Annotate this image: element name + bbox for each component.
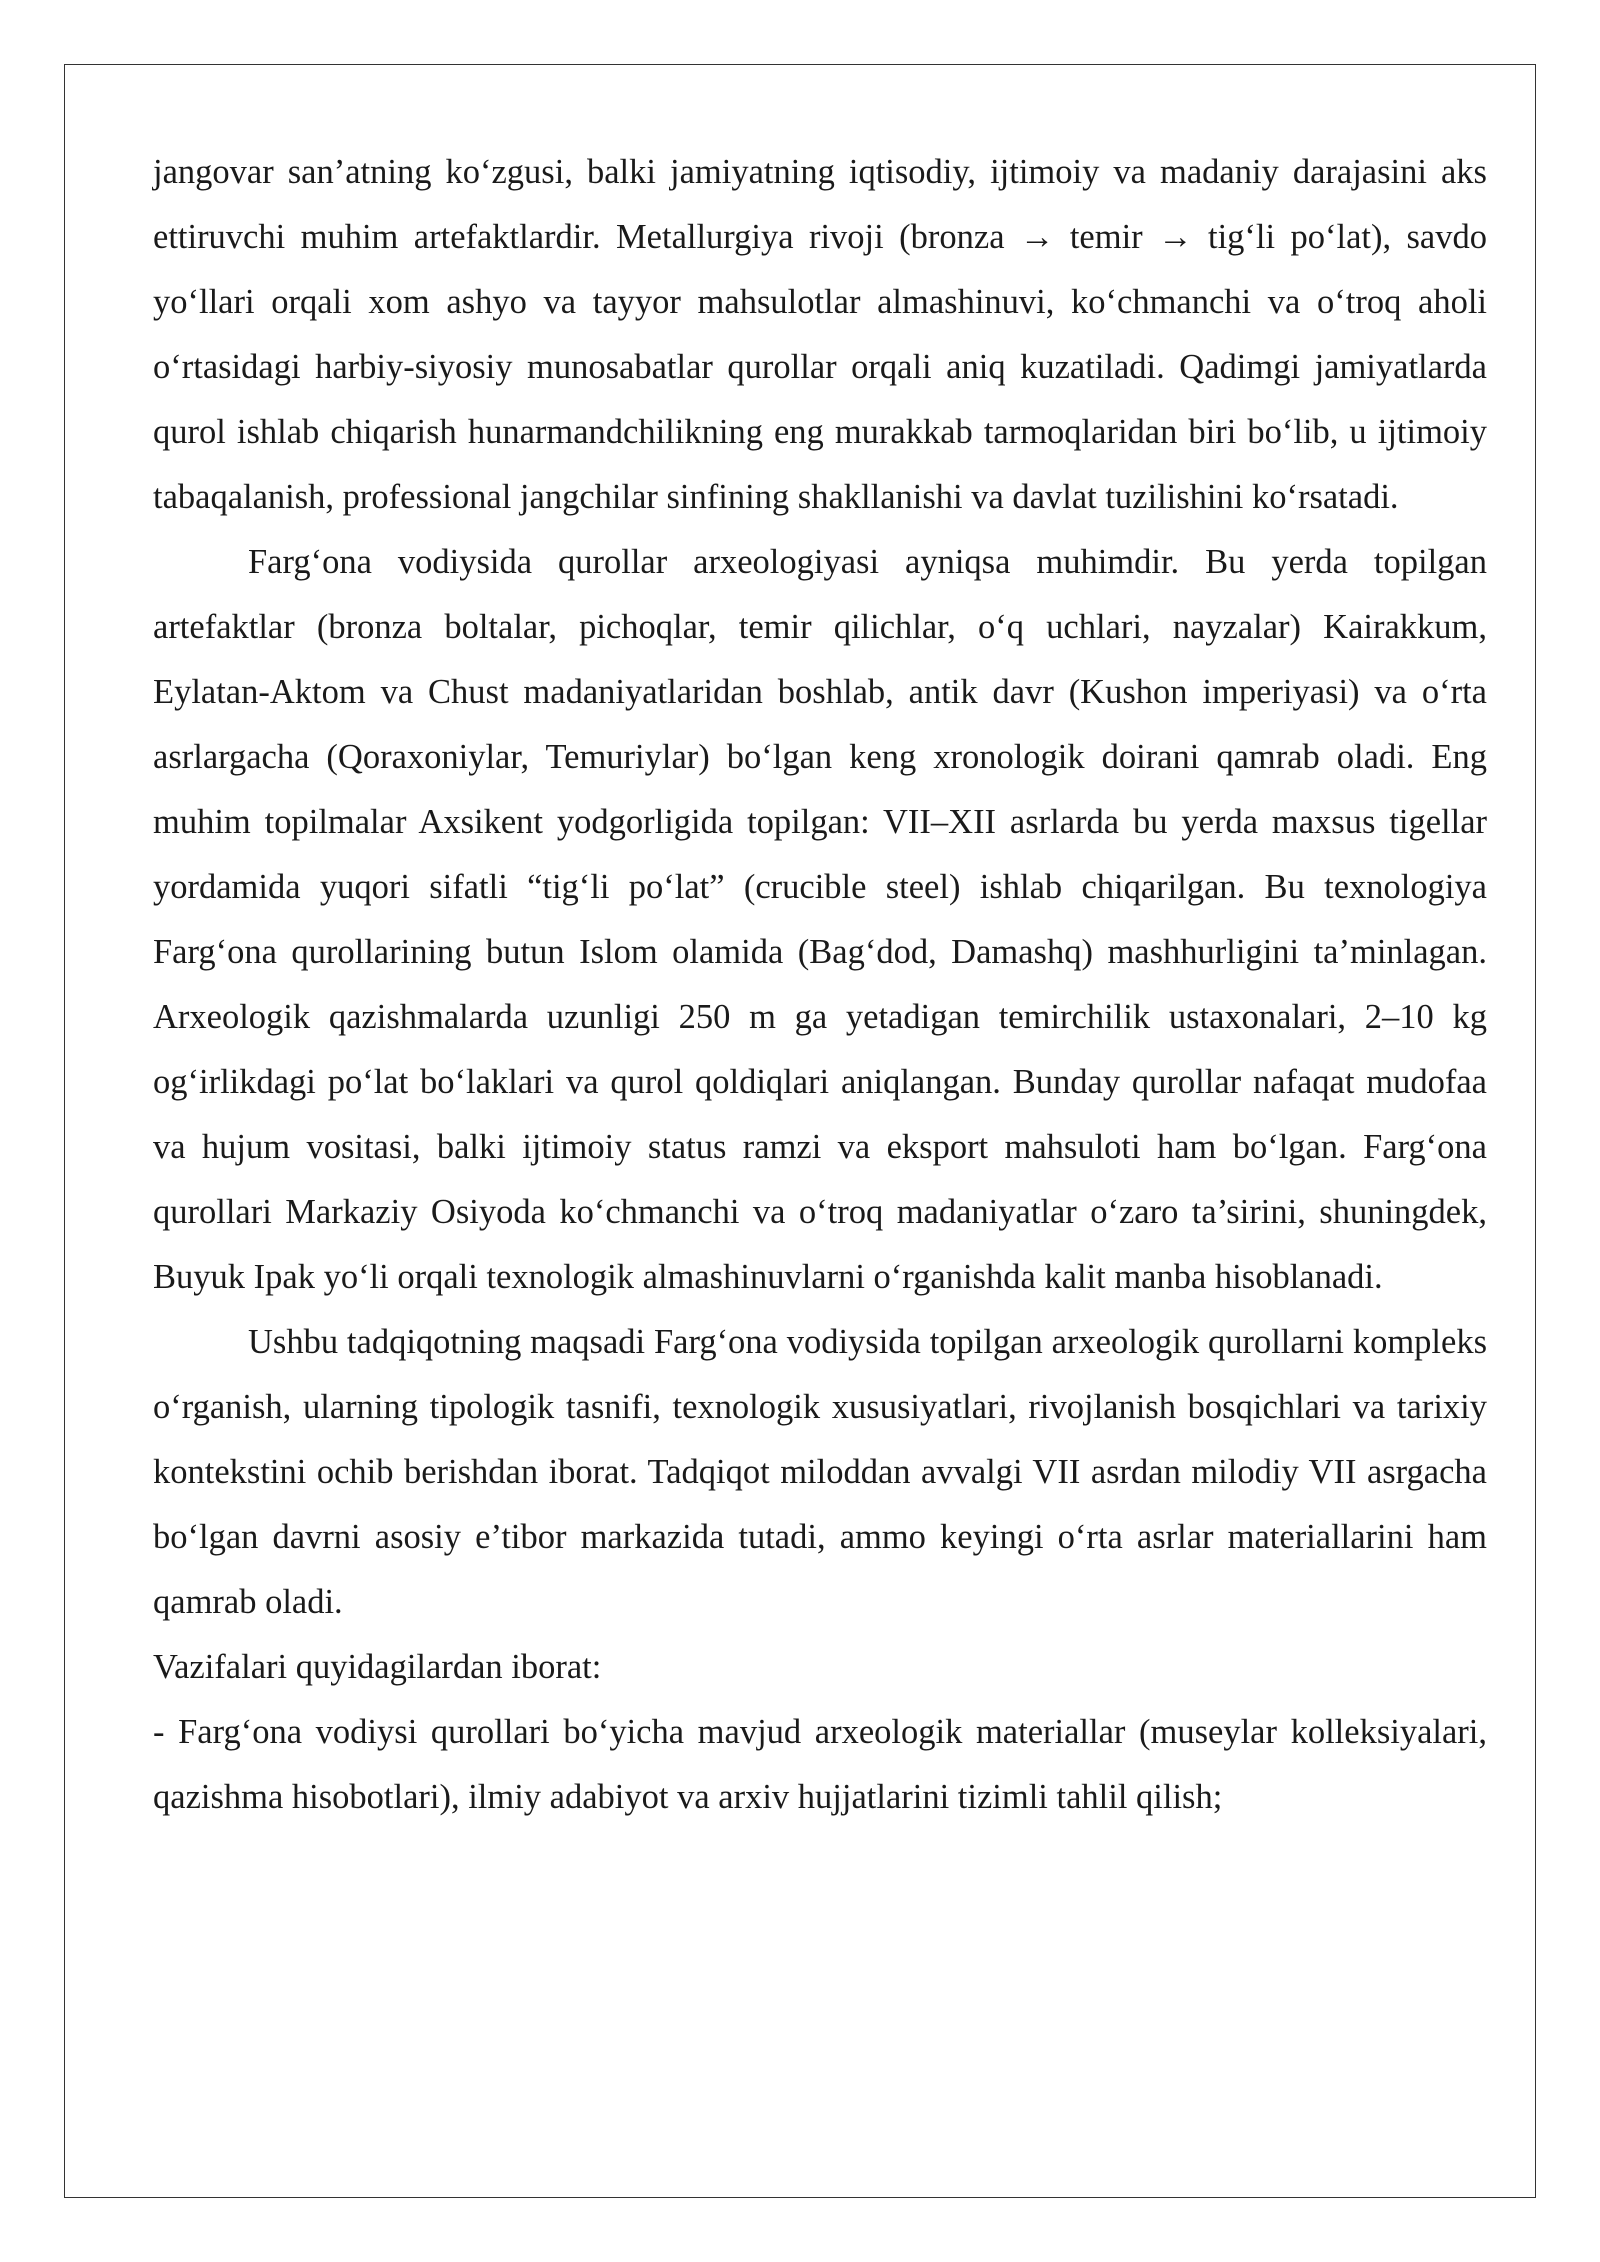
paragraph-research-goal: Ushbu tadqiqotning maqsadi Farg‘ona vodiysida topilgan arxeologik qurollarni kompleks o‘rganish, ularning tipologik tasnifi, texnologik xususiyatlari, rivojlanish bosqichlari va tarixiy kontekstini ochib berishdan iborat. Tadqiqot miloddan avvalgi VII asrdan milodiy VII asrgacha bo‘lgan davrni asosiy e’tibor markazida tutadi, ammo keyingi o‘rta asrlar materiallarini ham qamrab oladi. xyxy=(153,1323,1487,1621)
paragraph-fergana-weapons: Farg‘ona vodiysida qurollar arxeologiyasi ayniqsa muhimdir. Bu yerda topilgan artefaktlar (bronza boltalar, pichoqlar, temir qilichlar, o‘q uchlari, nayzalar) Kairakkum, Eylatan-Aktom va Chust madaniyatlaridan boshlab, antik davr (Kushon imperiyasi) va o‘rta asrlargacha (Qoraxoniylar, Temuriylar) bo‘lgan keng xronologik doirani qamrab oladi. Eng muhim topilmalar Axsikent yodgorligida topilgan: VII–XII asrlarda bu yerda maxsus tigellar yordamida yuqori sifatli “tig‘li po‘lat” (crucible steel) ishlab chiqarilgan. Bu texnologiya Farg‘ona qurollarining butun Islom olamida (Bag‘dod, Damashq) mashhurligini ta’minlagan. Arxeologik qazishmalarda uzunligi 250 m ga yetadigan temirchilik ustaxonalari, 2–10 kg og‘irlikdagi po‘lat bo‘laklari va qurol qoldiqlari aniqlangan. Bunday qurollar nafaqat mudofaa va hujum vositasi, balki ijtimoiy status ramzi va eksport mahsuloti ham bo‘lgan. Farg‘ona qurollari Markaziy Osiyoda ko‘chmanchi va o‘troq madaniyatlar o‘zaro ta’sirini, shuningdek, Buyuk Ipak yo‘li orqali texnologik almashinuvlarni o‘rganishda kalit manba hisoblanadi. xyxy=(153,543,1487,1296)
paragraph-tasks-heading: Vazifalari quyidagilardan iborat: xyxy=(153,1648,602,1686)
paragraph-intro-continuation: jangovar san’atning ko‘zgusi, balki jamiyatning iqtisodiy, ijtimoiy va madaniy darajasini aks ettiruvchi muhim artefaktlardir. Metallurgiya rivoji (bronza → temir → tig‘li po‘lat), savdo yo‘llari orqali xom ashyo va tayyor mahsulotlar almashinuvi, ko‘chmanchi va o‘troq aholi o‘rtasidagi harbiy-siyosiy munosabatlar qurollar orqali aniq kuzatiladi. Qadimgi jamiyatlarda qurol ishlab chiqarish hunarmandchilikning eng murakkab tarmoqlaridan biri bo‘lib, u ijtimoiy tabaqalanish, professional jangchilar sinfining shakllanishi va davlat tuzilishini ko‘rsatadi. xyxy=(153,153,1487,516)
paragraph-task-item-1: - Farg‘ona vodiysi qurollari bo‘yicha mavjud arxeologik materiallar (museylar kolleksiyalari, qazishma hisobotlari), ilmiy adabiyot va arxiv hujjatlarini tizimli tahlil qilish; xyxy=(153,1713,1487,1816)
document-body xyxy=(153,140,1487,1830)
